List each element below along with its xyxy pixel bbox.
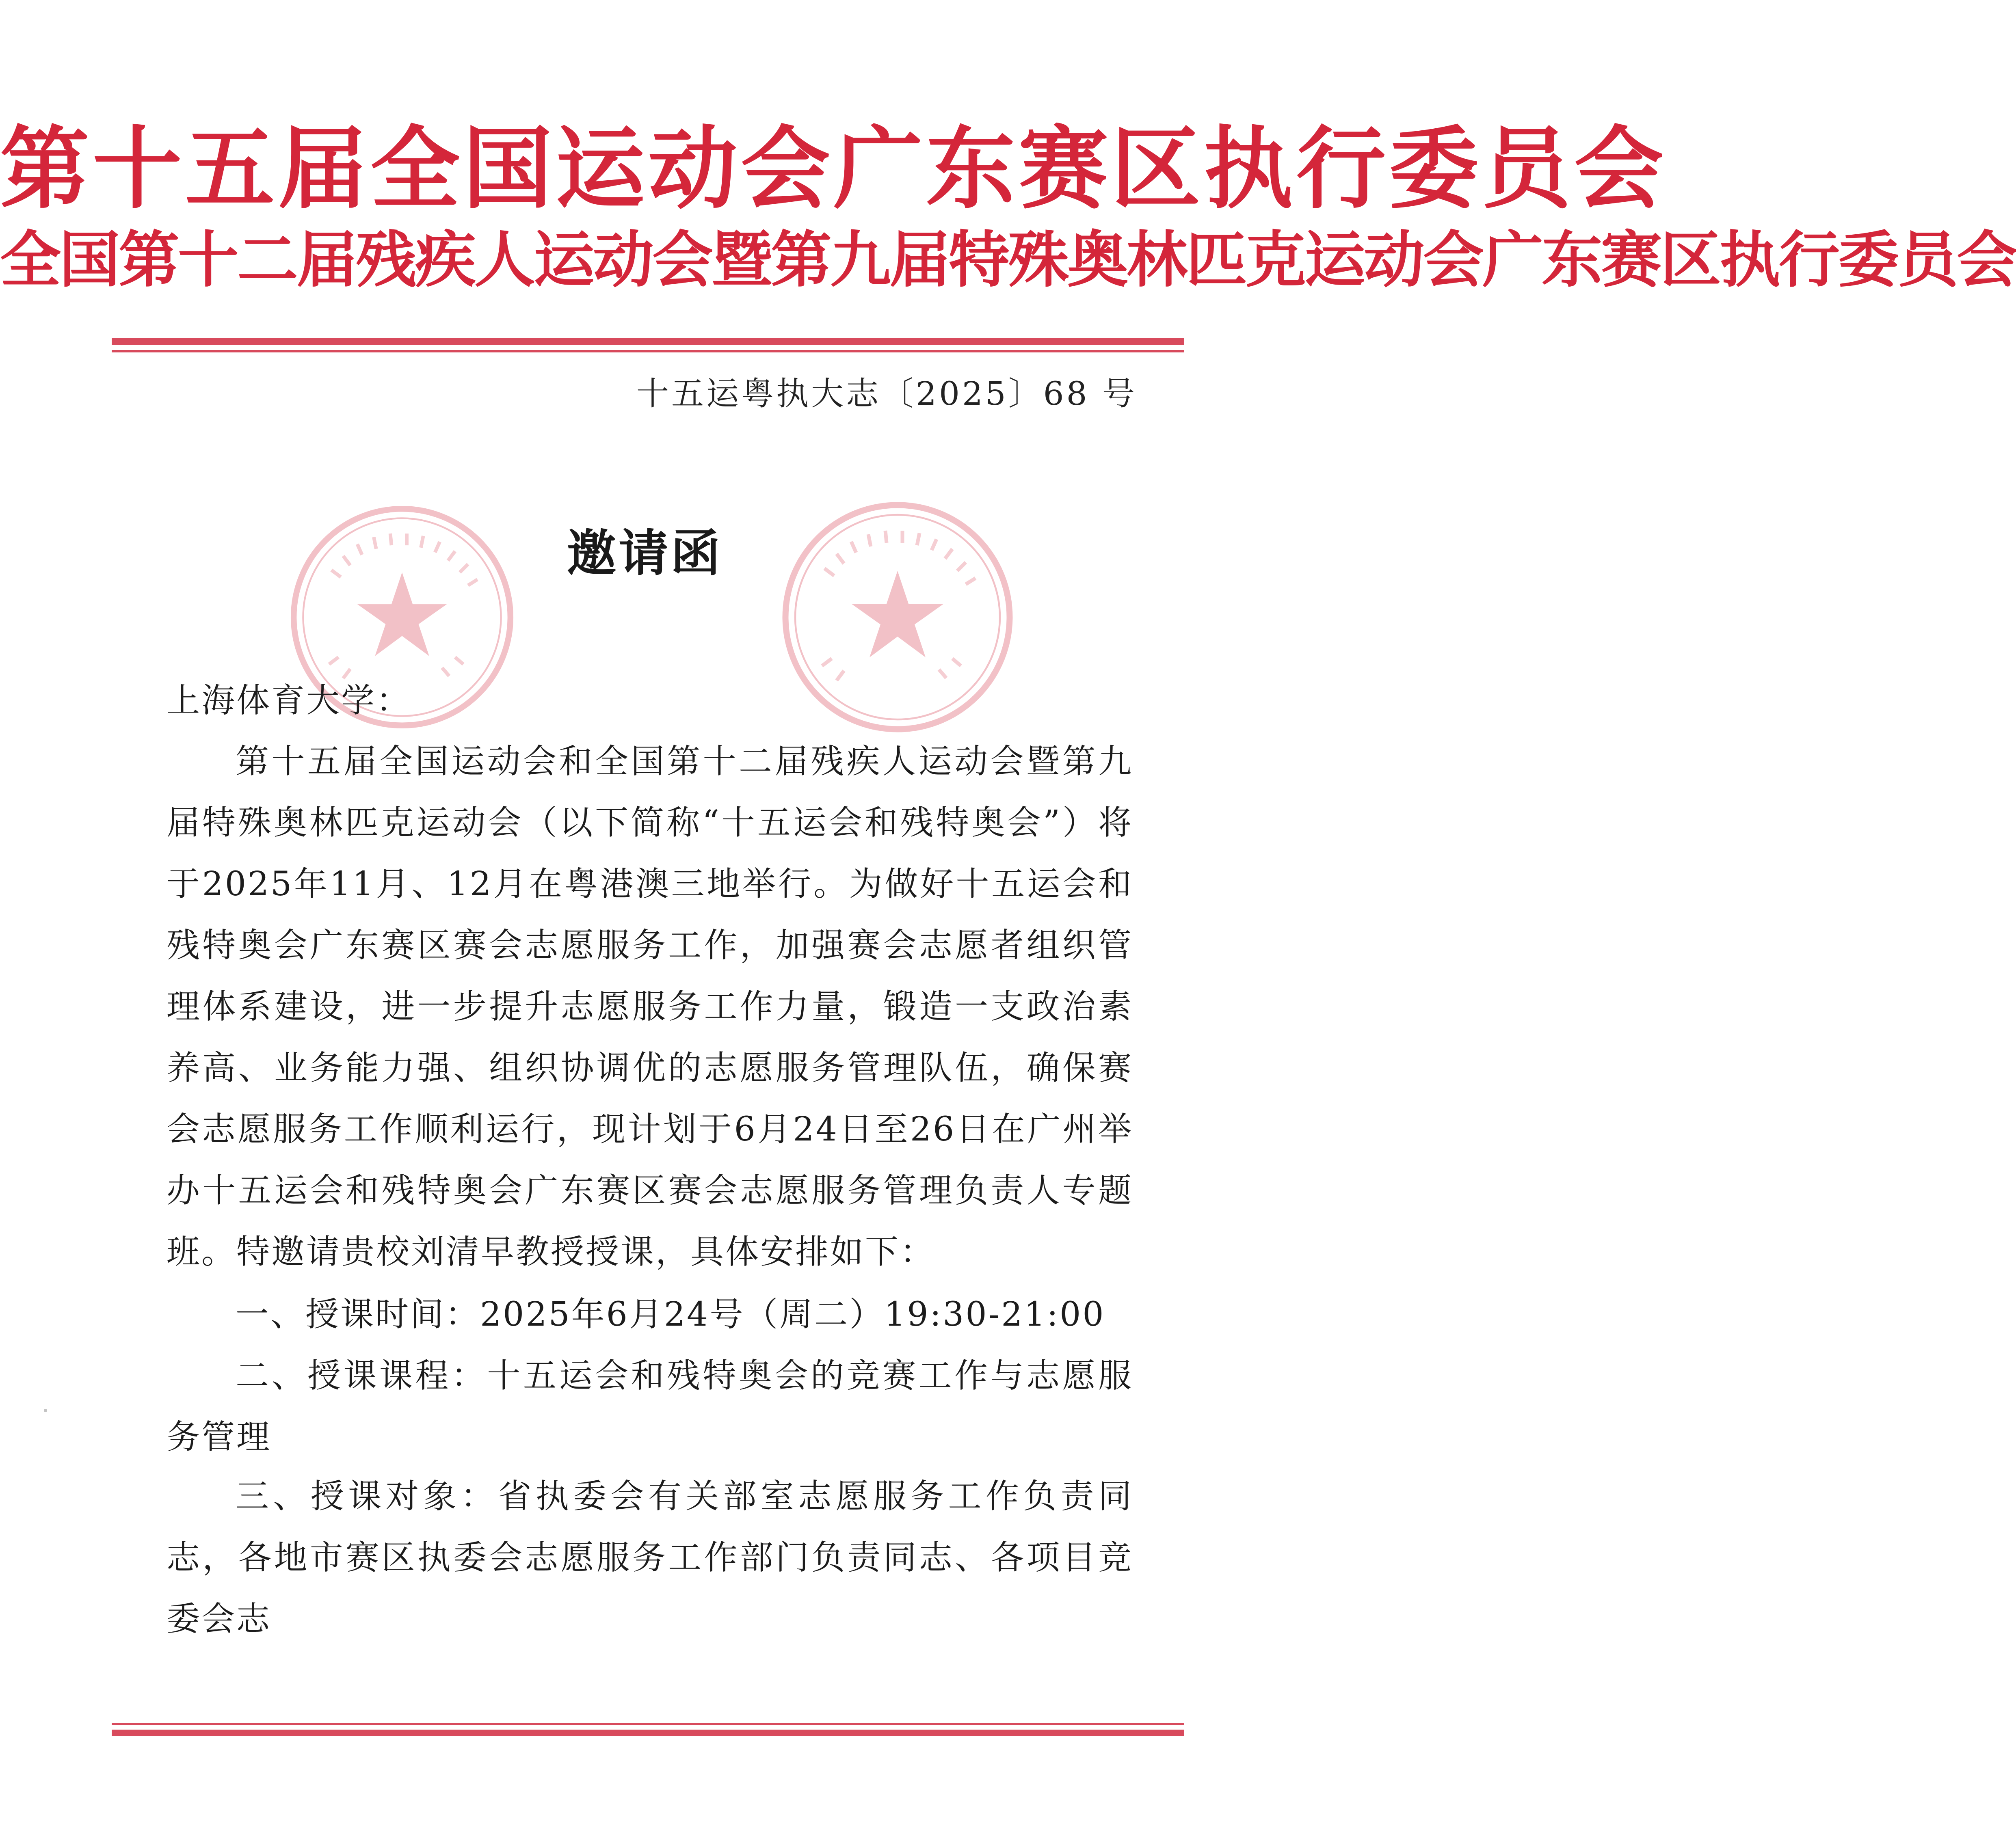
body-paragraph: 第十五届全国运动会和全国第十二届残疾人运动会暨第九届特殊奥林匹克运动会（以下简称“十五运会和残特奥会”）将于2025年11月、12月在粤港澳三地举行。为做好十五运会和残特奥会广东赛区赛会志愿服务工作，加强赛会志愿者组织管理体系建设，进一步提升志愿服务工作力量，锻造一支政治素养高、业务能力强、组织协调优的志愿服务管理队伍，确保赛会志愿服务工作顺利运行，现计划于6月24日至26日在广州举办十五运会和残特奥会广东赛区赛会志愿服务管理负责人专题班。特邀请贵校刘清早教授授课，具体安排如下： — [167, 742, 1133, 1271]
scan-speck — [44, 1409, 47, 1412]
document-heading: 邀请函 — [567, 524, 723, 582]
document-number: 十五运粤执大志〔2025〕68 号 — [636, 375, 1137, 413]
list-item-time: 一、授课时间：2025年6月24号（周二）19:30-21:00 — [236, 1295, 1105, 1334]
list-item-audience: 三、授课对象：省执委会有关部室志愿服务工作负责同志，各地市赛区执委会志愿服务工作部门负责同志、各项目竞委会志 — [167, 1477, 1133, 1638]
header-title-primary: 第十五届全国运动会广东赛区执行委员会 — [0, 116, 1667, 221]
salutation: 上海体育大学： — [167, 681, 411, 720]
list-item-course: 二、授课课程：十五运会和残特奥会的竞赛工作与志愿服务管理 — [167, 1356, 1133, 1456]
header-divider-thick — [112, 338, 1184, 345]
footer-divider-thick — [112, 1730, 1184, 1736]
header-divider-thin — [112, 350, 1184, 352]
header-title-secondary: 全国第十二届残疾人运动会暨第九届特殊奥林匹克运动会广东赛区执行委员会 — [0, 224, 2016, 296]
footer-divider-thin — [112, 1723, 1184, 1725]
